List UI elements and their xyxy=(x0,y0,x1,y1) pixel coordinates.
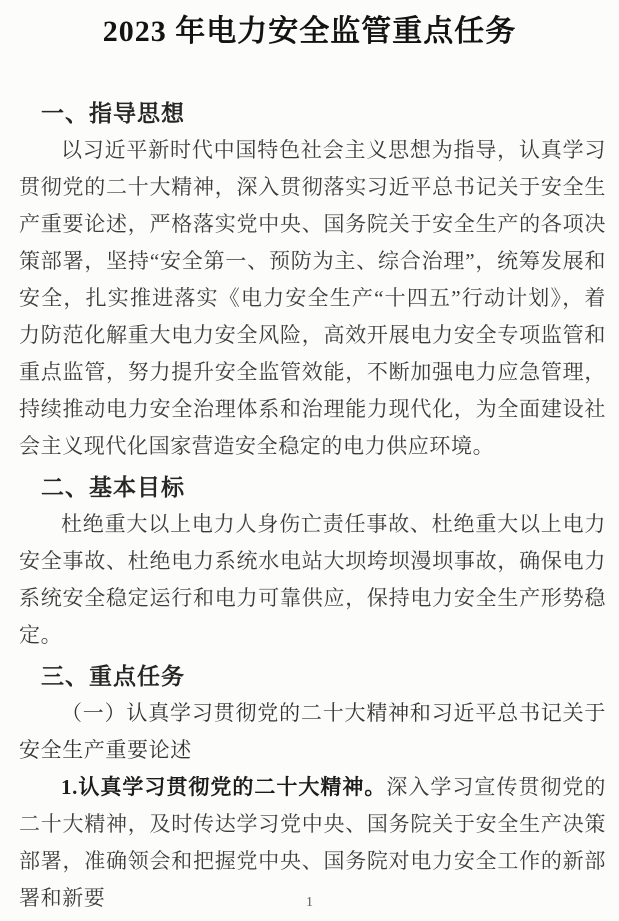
page-number: 1 xyxy=(306,895,313,910)
paragraph-basic-goals: 杜绝重大以上电力人身伤亡责任事故、杜绝重大以上电力安全事故、杜绝电力系统水电站大坝垮坝漫坝事故，确保电力系统安全稳定运行和电力可靠供应，保持电力安全生产形势稳定。 xyxy=(19,512,606,647)
page-title: 2023 年电力安全监管重点任务 xyxy=(102,15,517,48)
task-1-text: 深入学习宣传贯彻党的二十大精神，及时传达学习党中央、国务院关于安全生产决策部署，准确领会和把握党中央、国务院对电力安全工作的新部署和新要 xyxy=(19,775,606,910)
section-heading-key-tasks: 三、重点任务 xyxy=(41,663,185,689)
paragraph-guiding-ideology: 以习近平新时代中国特色社会主义思想为指导，认真学习贯彻党的二十大精神，深入贯彻落实习近平总书记关于安全生产重要论述，严格落实党中央、国务院关于安全生产的各项决策部署，坚持“安全第一、预防为主、综合治理”，统筹发展和安全，扎实推进落实《电力安全生产“十四五”行动计划》，着力防范化解重大电力安全风险，高效开展电力安全专项监管和重点监管，努力提升安全监管效能，不断加强电力应急管理，持续推动电力安全治理体系和治理能力现代化，为全面建设社会主义现代化国家营造安全稳定的电力供应环境。 xyxy=(19,138,606,458)
task-1-lead: 1.认真学习贯彻党的二十大精神。 xyxy=(61,775,387,799)
section-heading-basic-goals: 二、基本目标 xyxy=(41,474,185,500)
subsection-heading-item-1: （一）认真学习贯彻党的二十大精神和习近平总书记关于安全生产重要论述 xyxy=(19,701,606,762)
section-heading-guiding-ideology: 一、指导思想 xyxy=(41,100,185,126)
